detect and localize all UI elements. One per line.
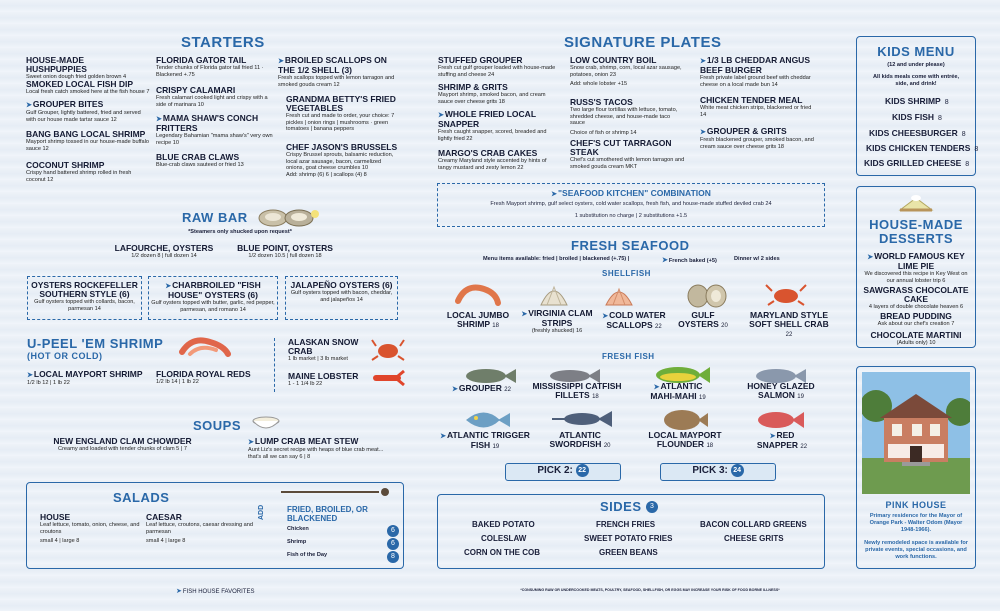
menu-item: ➤CHARBROILED "FISH HOUSE" OYSTERS (6) Gulf oysters topped with butter, garlic, red pepper, parmesan, and romano 14	[151, 280, 275, 313]
shellfish-item: MARYLAND STYLE SOFT SHELL CRAB 22	[749, 310, 829, 338]
add-fish-price: 8	[387, 548, 399, 566]
fish-icon: ➤	[662, 257, 668, 264]
add-chicken-price: 6	[387, 522, 399, 540]
swordfish-icon	[550, 408, 614, 430]
side-item: COLESLAW	[481, 534, 527, 543]
fish-item: ATLANTIC SWORDFISH 20	[549, 430, 611, 449]
menu-item: STUFFED GROUPER Fresh cut gulf grouper loaded with house-made stuffing and cheese 24	[438, 55, 556, 78]
shellfish-item: GULF OYSTERS 20	[678, 310, 728, 329]
menu-item: BANG BANG LOCAL SHRIMP Mayport shrimp tossed in our house-made buffalo sauce 12	[26, 129, 150, 152]
menu-item: RUSS'S TACOS Two large flour tortillas with lettuce, tomato, shredded cheese, and house-made taco sauce Choice of fish or shrimp 14	[570, 97, 678, 136]
fish-icon: ➤	[438, 112, 444, 119]
pink-house-desc1: Primary residence for the Mayor of Orange Park - Walter Odom (Mayor 1948-1966).	[869, 513, 963, 533]
menu-item: ➤1/3 LB CHEDDAR ANGUS BEEF BURGER Fresh private label ground beef with cheddar cheese on a local made bun 14	[700, 55, 811, 88]
clam-icon	[537, 281, 571, 309]
trigger-fish-icon	[462, 409, 512, 431]
kids-item: KIDS CHEESBURGER 8	[869, 128, 966, 138]
menu-item: JALAPEÑO OYSTERS (6) Gulf oysters topped with bacon, cheddar, and jalapeños 14	[290, 280, 393, 303]
menu-item: CHEF JASON'S BRUSSELS Crispy Brussel sprouts, balsamic reduction, local azar sausage, bacon, carmelized onions, goat cheese crumbles 10 Add: shrimp (6) 6 | scallops (4) 8	[286, 142, 398, 178]
oyster-icon	[686, 281, 728, 309]
menu-item: LAFOURCHE, OYSTERS 1/2 dozen 8 | full dozen 14	[114, 243, 214, 259]
fish-icon: ➤	[27, 372, 33, 379]
fish-icon: ➤	[176, 588, 182, 595]
combo-subs: 1 substitution no charge | 2 substitutions +1.5	[574, 213, 688, 219]
fish-icon: ➤	[452, 386, 458, 393]
combo-title: ➤"SEAFOOD KITCHEN" COMBINATION	[551, 188, 711, 198]
menu-item: ➤WHOLE FRIED LOCAL SNAPPER Fresh caught snapper, scored, breaded and lightly fried 22	[438, 109, 547, 142]
fish-item: ➤RED SNAPPER 22	[756, 430, 808, 450]
menu-item: CAESAR Leaf lettuce, croutons, caesar dressing and parmesan small 4 | large 8	[146, 512, 253, 545]
peel-title: U-PEEL 'EM SHRIMP	[27, 336, 164, 351]
menu-item: ➤GROUPER BITES Gulf Grouper, lightly battered, fried and served with our house made tartar sauce 12	[26, 99, 141, 123]
add-shrimp: Shrimp	[287, 539, 307, 545]
add-chicken: Chicken	[287, 526, 309, 532]
oysters-icon	[255, 204, 325, 228]
add-label: ADD	[258, 504, 265, 520]
footer-favorites: ➤FISH HOUSE FAVORITES	[176, 588, 255, 595]
desserts-title: HOUSE-MADE DESSERTS	[869, 217, 963, 246]
food-warning: *CONSUMING RAW OR UNDERCOOKED MEATS, POULTRY, SEAFOOD, SHELLFISH, OR EGGS MAY INCREASE YOUR RISK OF FOOD BORNE ILLNESS*	[520, 588, 780, 592]
soft-shell-crab-icon	[764, 283, 808, 307]
fish-icon: ➤	[26, 102, 32, 109]
crab-icon	[370, 338, 406, 362]
pink-house-photo	[862, 372, 970, 494]
soups-title: SOUPS	[193, 418, 242, 433]
fish-icon: ➤	[653, 384, 660, 391]
scallop-icon	[602, 283, 636, 309]
dessert-item: ➤WORLD FAMOUS KEY LIME PIE We discovered this recipe in Key West on our annual lobster trip 6	[864, 251, 968, 284]
dessert-item: BREAD PUDDING Ask about our chef's creation 7	[877, 311, 955, 327]
flounder-icon	[660, 408, 710, 432]
shellfish-title: SHELLFISH	[602, 269, 651, 278]
fish-icon: ➤	[156, 116, 162, 123]
raw-bar-title: RAW BAR	[182, 210, 248, 225]
menu-item: HOUSE-MADE HUSHPUPPIES Sweet onion dough fried golden brown 4	[26, 55, 127, 80]
fish-icon: ➤	[551, 191, 557, 198]
fish-item: ➤ATLANTIC MAHI-MAHI 19	[650, 381, 706, 401]
dessert-item: SAWGRASS CHOCOLATE CAKE 4 layers of double chocolate heaven 6	[863, 285, 969, 310]
raw-bar-note: *Steamers only shucked upon request*	[188, 229, 292, 235]
menu-item: ➤LUMP CRAB MEAT STEW Aunt Liz's secret recipe with heaps of blue crab meat... that's all we can say 6 | 8	[248, 436, 384, 460]
divider	[274, 338, 275, 392]
fresh-title: FRESH SEAFOOD	[571, 238, 690, 253]
menu-item: ➤LOCAL MAYPORT SHRIMP 1/2 lb 12 | 1 lb 22	[27, 369, 143, 386]
fish-icon: ➤	[248, 439, 254, 446]
menu-item: SHRIMP & GRITS Mayport shrimp, smoked bacon, and cream sauce over cheese grits 18	[438, 82, 546, 105]
side-item: CORN ON THE COB	[464, 548, 540, 557]
fish-icon: ➤	[769, 433, 776, 440]
fresh-options: Menu items available: fried | broiled | blackened (+.75) |	[483, 256, 630, 262]
shellfish-item: LOCAL JUMBO SHRIMP 18	[446, 310, 510, 329]
menu-item: NEW ENGLAND CLAM CHOWDER Creamy and loaded with tender chunks of clam 5 | 7	[53, 436, 192, 452]
signature-title: SIGNATURE PLATES	[564, 34, 722, 51]
side-item: GREEN BEANS	[599, 548, 658, 557]
fish-icon: ➤	[867, 254, 874, 261]
menu-item: BLUE POINT, OYSTERS 1/2 dozen 10.5 | full dozen 18	[237, 243, 333, 259]
add-shrimp-price: 6	[387, 535, 399, 553]
kids-note: All kids meals come with entrée, side, and drink!	[872, 74, 960, 87]
side-item: FRENCH FRIES	[596, 520, 656, 529]
fish-icon: ➤	[278, 58, 284, 65]
lobster-icon	[372, 368, 406, 388]
menu-item: SMOKED LOCAL FISH DIP Local fresh catch smoked here at the fish house 7	[26, 79, 150, 95]
fishing-rod-icon	[279, 486, 399, 500]
menu-item: OYSTERS ROCKEFELLER SOUTHERN STYLE (6) Gulf oysters topped with collards, bacon, parmesan 14	[31, 280, 138, 312]
shellfish-item: ➤COLD WATER SCALLOPS 22	[602, 310, 666, 330]
starters-title: STARTERS	[181, 34, 265, 51]
menu-item: ➤BROILED SCALLOPS ON THE 1/2 SHELL (3) Fresh scallops topped with lemon tarragon and smoked gouda cream 12	[278, 55, 395, 88]
fish-item: ➤GROUPER 22	[452, 383, 511, 393]
soup-bowl-icon	[251, 415, 281, 431]
side-item: BAKED POTATO	[472, 520, 535, 529]
fresh-fish-title: FRESH FISH	[602, 352, 655, 361]
add-title: FRIED, BROILED, OR BLACKENED	[287, 505, 368, 523]
add-fish: Fish of the Day	[287, 552, 328, 558]
combo-desc: Fresh Mayport shrimp, gulf select oysters, cold water scallops, fresh fish, and house-made stuffed deviled crab 24	[490, 201, 772, 207]
menu-item: ➤MAMA SHAW'S CONCH FRITTERS Legendary Bahamian "mama shaw's" very own recipe 10	[156, 113, 273, 146]
menu-item: COCONUT SHRIMP Crispy hand battered shrimp rolled in fresh coconut 12	[26, 160, 132, 183]
side-item: BACON COLLARD GREENS	[700, 520, 807, 529]
kids-subtitle: (12 and under please)	[887, 62, 945, 68]
jumbo-shrimp-icon	[452, 281, 502, 307]
menu-item: FLORIDA GATOR TAIL Tender chunks of Florida gator tail fried 11 · Blackened +.75	[156, 55, 264, 78]
shellfish-item: ➤VIRGINIA CLAM STRIPS (freshly shucked) 16	[521, 308, 593, 334]
pink-house-title: PINK HOUSE	[885, 500, 947, 510]
menu-item: ➤GROUPER & GRITS Fresh blackened grouper, smoked bacon, and cream sauce over cheese grits 18	[700, 126, 814, 150]
fresh-french: ➤French baked (+5)	[662, 257, 717, 264]
menu-item: BLUE CRAB CLAWS Blue-crab claws sauteed or fried 13	[156, 152, 244, 168]
menu-item: LOW COUNTRY BOIL Snow crab, shrimp, corn, local azar sausage, potatoes, onion 23 Add: whole lobster +15	[570, 55, 682, 88]
fish-icon: ➤	[700, 58, 706, 65]
fish-item: ➤ATLANTIC TRIGGER FISH 19	[440, 430, 530, 450]
salads-title: SALADS	[113, 490, 170, 505]
pink-house-desc2: Newly remodeled space is available for private events, special occasions, and work functions.	[864, 540, 968, 560]
menu-item: GRANDMA BETTY'S FRIED VEGETABLES Fresh cut and made to order, your choice: 7 pickles | onion rings | mushrooms · green tomatoes | banana peppers	[286, 94, 396, 133]
fish-item: HONEY GLAZED SALMON 19	[747, 381, 815, 400]
red-snapper-icon	[754, 409, 806, 431]
side-item: CHEESE GRITS	[724, 534, 784, 543]
fish-item: MISSISSIPPI CATFISH FILLETS 18	[532, 381, 622, 400]
menu-item: CHICKEN TENDER MEAL White meat chicken strips, blackened or fried 14	[700, 95, 812, 118]
kids-item: KIDS FISH 8	[892, 112, 942, 122]
key-lime-pie-icon	[896, 192, 936, 214]
side-item: SWEET POTATO FRIES	[584, 534, 673, 543]
fish-icon: ➤	[602, 313, 609, 320]
fish-icon: ➤	[700, 129, 706, 136]
fish-icon: ➤	[440, 433, 446, 440]
kids-title: KIDS MENU	[877, 44, 955, 59]
kids-item: KIDS SHRIMP 8	[885, 96, 949, 106]
fish-icon: ➤	[165, 283, 172, 290]
fresh-dinner: Dinner w/ 2 sides	[734, 256, 780, 262]
menu-item: MAINE LOBSTER 1 - 1 1/4 lb 22	[288, 371, 359, 387]
pick-3-badge: PICK 3: 24	[660, 463, 776, 481]
fish-icon: ➤	[521, 311, 528, 318]
shrimp-icon	[176, 334, 234, 360]
menu-item: FLORIDA ROYAL REDS 1/2 lb 14 | 1 lb 22	[156, 369, 251, 385]
kids-item: KIDS GRILLED CHEESE 8	[864, 158, 970, 168]
menu-item: CHEF'S CUT TARRAGON STEAK Chef's cut smothered with lemon tarragon and smoked gouda cream MKT	[570, 138, 685, 170]
fish-item: LOCAL MAYPORT FLOUNDER 18	[648, 430, 722, 449]
menu-item: CRISPY CALAMARI Fresh calamari cooked light and crispy with a side of marinara 10	[156, 85, 268, 108]
kids-item: KIDS CHICKEN TENDERS 8	[866, 143, 979, 153]
dessert-item: CHOCOLATE MARTINI (Adults only) 10	[870, 330, 962, 346]
menu-item: MARGO'S CRAB CAKES Creamy Maryland style accented by hints of tangy mustard and zesty lemon 22	[438, 148, 547, 171]
menu-item: ALASKAN SNOW CRAB 1 lb market | 3 lb market	[288, 337, 359, 362]
menu-item: HOUSE Leaf lettuce, tomato, onion, cheese, and croutons small 4 | large 8	[40, 512, 140, 545]
pick-2-badge: PICK 2: 22	[505, 463, 621, 481]
sides-title: SIDES 3	[600, 498, 658, 516]
peel-subtitle: (HOT OR COLD)	[27, 351, 103, 361]
